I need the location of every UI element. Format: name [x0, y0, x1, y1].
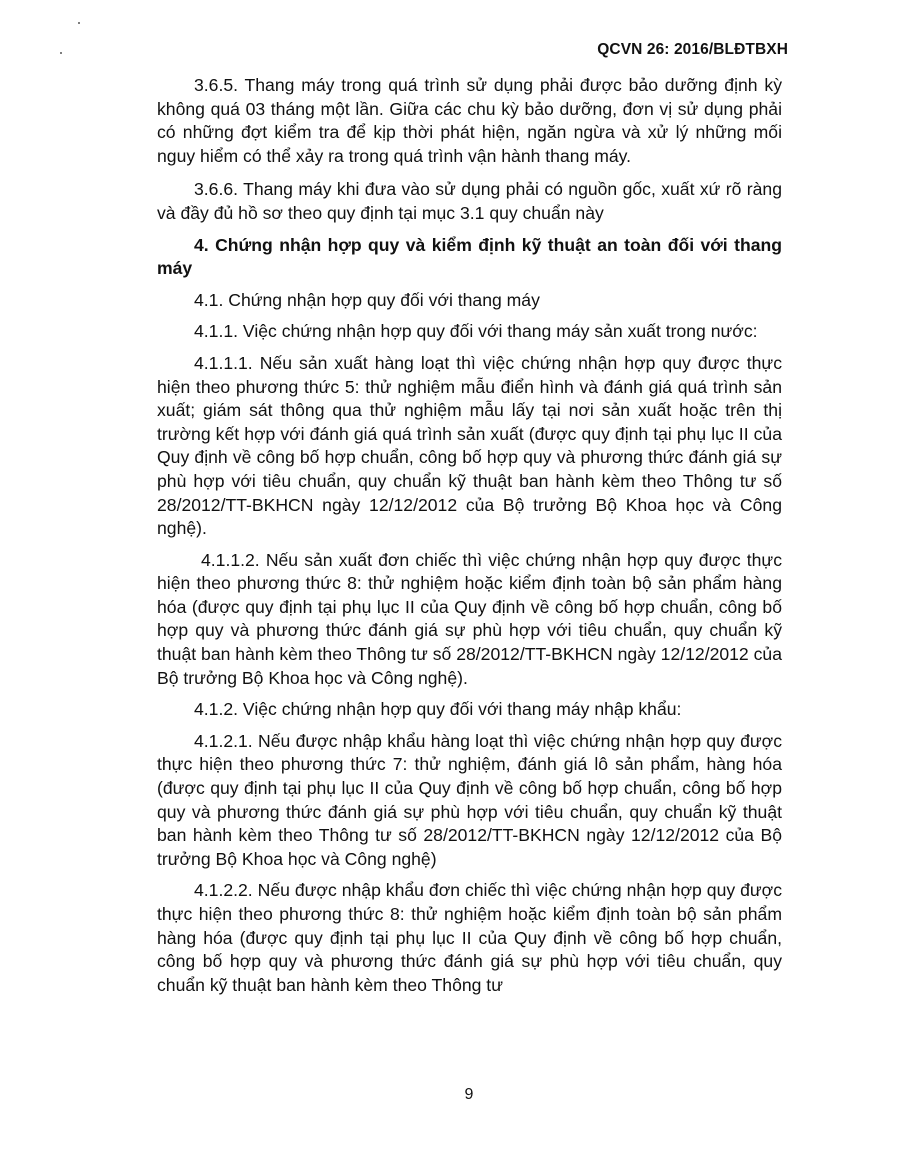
paragraph-4-1-2-1: 4.1.2.1. Nếu được nhập khẩu hàng loạt thì việc chứng nhận hợp quy được thực hiện theo phương thức 7: thử nghiệm, đánh giá lô sản phẩm, hàng hóa (được quy định tại phụ lục II của Quy định về công bố hợp chuẩn, công bố hợp quy và phương thức đánh giá sự phù hợp với tiêu chuẩn, quy chuẩn kỹ thuật ban hành kèm theo Thông tư số 28/2012/TT-BKHCN ngày 12/12/2012 của Bộ trưởng Bộ Khoa học và Công nghệ) — [157, 730, 782, 869]
section-heading-4: 4. Chứng nhận hợp quy và kiểm định kỹ thuật an toàn đối với thang máy — [157, 234, 782, 279]
paragraph-4-1-1-2: 4.1.1.2. Nếu sản xuất đơn chiếc thì việc chứng nhận hợp quy được thực hiện theo phương thức 8: thử nghiệm hoặc kiểm định toàn bộ sản phẩm hàng hóa (được quy định tại phụ lục II của Quy định về công bố hợp chuẩn, công bố hợp quy và phương thức đánh giá sự phù hợp với tiêu chuẩn, quy chuẩn kỹ thuật ban hành kèm theo Thông tư số 28/2012/TT-BKHCN ngày 12/12/2012 của Bộ trưởng Bộ Khoa học và Công nghệ). — [157, 549, 782, 688]
paragraph-4-1-1: 4.1.1. Việc chứng nhận hợp quy đối với thang máy sản xuất trong nước: — [194, 321, 758, 342]
scan-speck — [78, 22, 80, 24]
paragraph-4-1-2-2: 4.1.2.2. Nếu được nhập khẩu đơn chiếc thì việc chứng nhận hợp quy được thực hiện theo phương thức 8: thử nghiệm hoặc kiểm định toàn bộ sản phẩm hàng hóa (được quy định tại phụ lục II của Quy định về công bố hợp chuẩn, công bố hợp quy và phương thức đánh giá sự phù hợp với tiêu chuẩn, quy chuẩn kỹ thuật ban hành kèm theo Thông tư — [157, 880, 782, 995]
page-number: 9 — [464, 1086, 474, 1103]
paragraph-3-6-6: 3.6.6. Thang máy khi đưa vào sử dụng phải có nguồn gốc, xuất xứ rõ ràng và đầy đủ hồ sơ theo quy định tại mục 3.1 quy chuẩn này — [157, 179, 782, 223]
paragraph-4-1-1-1: 4.1.1.1. Nếu sản xuất hàng loạt thì việc chứng nhận hợp quy được thực hiện theo phương thức 5: thử nghiệm mẫu điển hình và đánh giá quá trình sản xuất; giám sát thông qua thử nghiệm mẫu lấy tại nơi sản xuất hoặc trên thị trường kết hợp với đánh giá quá trình sản xuất (được quy định tại phụ lục II của Quy định về công bố hợp chuẩn, công bố hợp quy và phương thức đánh giá sự phù hợp với tiêu chuẩn, quy chuẩn kỹ thuật ban hành kèm theo Thông tư số 28/2012/TT-BKHCN ngày 12/12/2012 của Bộ trưởng Bộ Khoa học và Công nghệ). — [157, 352, 782, 539]
paragraph-4-1-2: 4.1.2. Việc chứng nhận hợp quy đối với thang máy nhập khẩu: — [194, 699, 682, 720]
subsection-heading-4-1: 4.1. Chứng nhận hợp quy đối với thang máy — [194, 289, 540, 310]
document-body — [157, 74, 782, 1005]
paragraph-3-6-5: 3.6.5. Thang máy trong quá trình sử dụng phải được bảo dưỡng định kỳ không quá 03 tháng một lần. Giữa các chu kỳ bảo dưỡng, đơn vị sử dụng phải có những đợt kiểm tra để kịp thời phát hiện, ngăn ngừa và xử lý những mối nguy hiểm có thể xảy ra trong quá trình vận hành thang máy. — [157, 75, 782, 166]
scan-speck — [60, 52, 62, 54]
document-code-header: QCVN 26: 2016/BLĐTBXH — [597, 41, 788, 58]
